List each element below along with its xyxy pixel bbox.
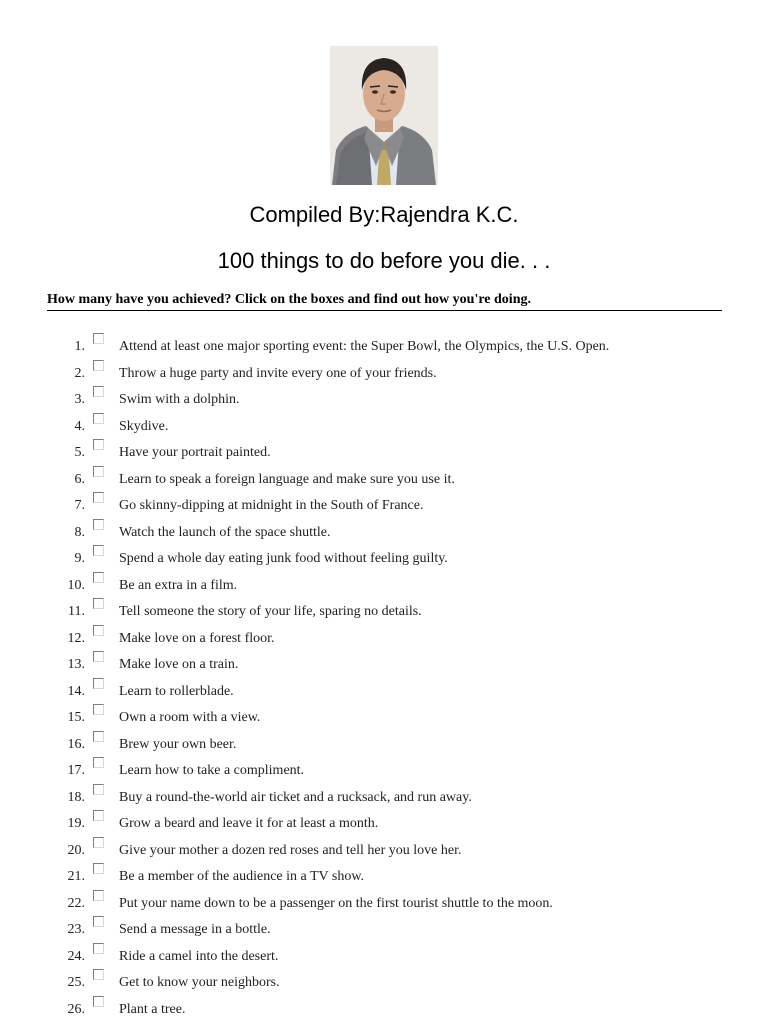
list-item (0, 937, 768, 963)
item-text: Skydive. (119, 418, 169, 434)
item-text: Get to know your neighbors. (119, 975, 280, 990)
portrait-illustration (330, 46, 438, 185)
list-item (0, 645, 768, 671)
list-item (0, 354, 768, 380)
item-text: Learn to speak a foreign language and make sure you use it. (119, 471, 455, 487)
item-checkbox[interactable] (93, 678, 104, 689)
item-number: 2. (74, 365, 85, 381)
item-text: Ride a camel into the desert. (119, 948, 279, 964)
item-number: 24. (67, 948, 85, 964)
compiled-by-heading: Compiled By:Rajendra K.C. (249, 202, 519, 227)
item-number: 19. (67, 816, 85, 831)
list-item (0, 486, 768, 512)
list-item (0, 592, 768, 618)
list-item (0, 831, 768, 857)
item-checkbox[interactable] (93, 492, 104, 503)
item-checkbox[interactable] (93, 916, 104, 927)
item-text: Be an extra in a film. (119, 577, 238, 593)
page-title: 100 things to do before you die. . . (217, 248, 551, 273)
item-text: Own a room with a view. (119, 710, 261, 725)
list-item (0, 460, 768, 486)
item-checkbox[interactable] (93, 545, 104, 556)
item-text: Send a message in a bottle. (119, 922, 271, 937)
item-text: Have your portrait painted. (119, 445, 271, 460)
item-number: 11. (68, 604, 85, 619)
item-checkbox[interactable] (93, 704, 104, 715)
list-item (0, 857, 768, 883)
item-number: 23. (67, 922, 85, 937)
item-number: 22. (67, 895, 85, 911)
list-item (0, 778, 768, 804)
item-number: 18. (67, 789, 85, 805)
list-item (0, 619, 768, 645)
list-item (0, 725, 768, 751)
item-text: Watch the launch of the space shuttle. (119, 524, 331, 540)
item-number: 20. (67, 842, 85, 858)
item-checkbox[interactable] (93, 360, 104, 371)
item-text: Put your name down to be a passenger on the first tourist shuttle to the moon. (119, 895, 553, 911)
item-text: Attend at least one major sporting event: the Super Bowl, the Olympics, the U.S. Open. (119, 339, 610, 354)
list-item (0, 698, 768, 724)
item-checkbox[interactable] (93, 784, 104, 795)
item-number: 7. (74, 498, 85, 513)
item-number: 4. (74, 418, 85, 434)
list-item (0, 539, 768, 565)
item-number: 25. (67, 975, 85, 990)
item-checkbox[interactable] (93, 757, 104, 768)
list-item (0, 433, 768, 459)
list-item (0, 513, 768, 539)
list-item (0, 884, 768, 910)
intro-instruction: How many have you achieved? Click on the boxes and find out how you're doing. (47, 292, 722, 311)
item-text: Give your mother a dozen red roses and tell her you love her. (119, 842, 462, 858)
item-checkbox[interactable] (93, 863, 104, 874)
item-number: 8. (74, 524, 85, 540)
item-text: Brew your own beer. (119, 736, 237, 752)
item-number: 5. (74, 445, 85, 460)
item-text: Plant a tree. (119, 1001, 186, 1017)
list-item (0, 327, 768, 353)
item-checkbox[interactable] (93, 651, 104, 662)
item-text: Be a member of the audience in a TV show. (119, 869, 365, 884)
item-text: Swim with a dolphin. (119, 392, 240, 407)
item-number: 15. (67, 710, 85, 725)
item-number: 6. (74, 471, 85, 487)
item-text: Learn how to take a compliment. (119, 763, 305, 778)
item-number: 1. (74, 339, 85, 354)
item-checkbox[interactable] (93, 466, 104, 477)
item-number: 9. (74, 551, 85, 566)
item-checkbox[interactable] (93, 625, 104, 636)
item-text: Make love on a forest floor. (119, 630, 275, 646)
item-checkbox[interactable] (93, 996, 104, 1007)
list-item (0, 751, 768, 777)
item-checkbox[interactable] (93, 598, 104, 609)
item-number: 12. (67, 630, 85, 646)
item-checkbox[interactable] (93, 439, 104, 450)
item-text: Throw a huge party and invite every one of your friends. (119, 365, 437, 381)
item-number: 26. (67, 1001, 85, 1017)
item-text: Go skinny-dipping at midnight in the South of France. (119, 498, 424, 513)
item-text: Spend a whole day eating junk food without feeling guilty. (119, 551, 448, 566)
item-number: 17. (67, 763, 85, 778)
portrait-photo (330, 46, 438, 185)
item-checkbox[interactable] (93, 731, 104, 742)
item-text: Tell someone the story of your life, sparing no details. (119, 604, 422, 619)
item-number: 14. (67, 683, 85, 699)
item-checkbox[interactable] (93, 837, 104, 848)
item-number: 10. (67, 577, 85, 593)
list-item (0, 380, 768, 406)
item-text: Learn to rollerblade. (119, 683, 234, 699)
item-checkbox[interactable] (93, 810, 104, 821)
list-item (0, 910, 768, 936)
item-text: Make love on a train. (119, 657, 239, 672)
item-checkbox[interactable] (93, 333, 104, 344)
list-item (0, 804, 768, 830)
item-number: 21. (67, 869, 85, 884)
item-checkbox[interactable] (93, 519, 104, 530)
item-text: Buy a round-the-world air ticket and a rucksack, and run away. (119, 789, 472, 805)
list-item (0, 963, 768, 989)
item-checkbox[interactable] (93, 572, 104, 583)
item-number: 13. (67, 657, 85, 672)
list-item (0, 407, 768, 433)
list-item (0, 990, 768, 1016)
list-item (0, 672, 768, 698)
list-item (0, 566, 768, 592)
item-checkbox[interactable] (93, 969, 104, 980)
item-number: 16. (67, 736, 85, 752)
item-checkbox[interactable] (93, 413, 104, 424)
item-checkbox[interactable] (93, 386, 104, 397)
item-checkbox[interactable] (93, 890, 104, 901)
item-checkbox[interactable] (93, 943, 104, 954)
item-number: 3. (74, 392, 85, 407)
item-text: Grow a beard and leave it for at least a month. (119, 816, 379, 831)
